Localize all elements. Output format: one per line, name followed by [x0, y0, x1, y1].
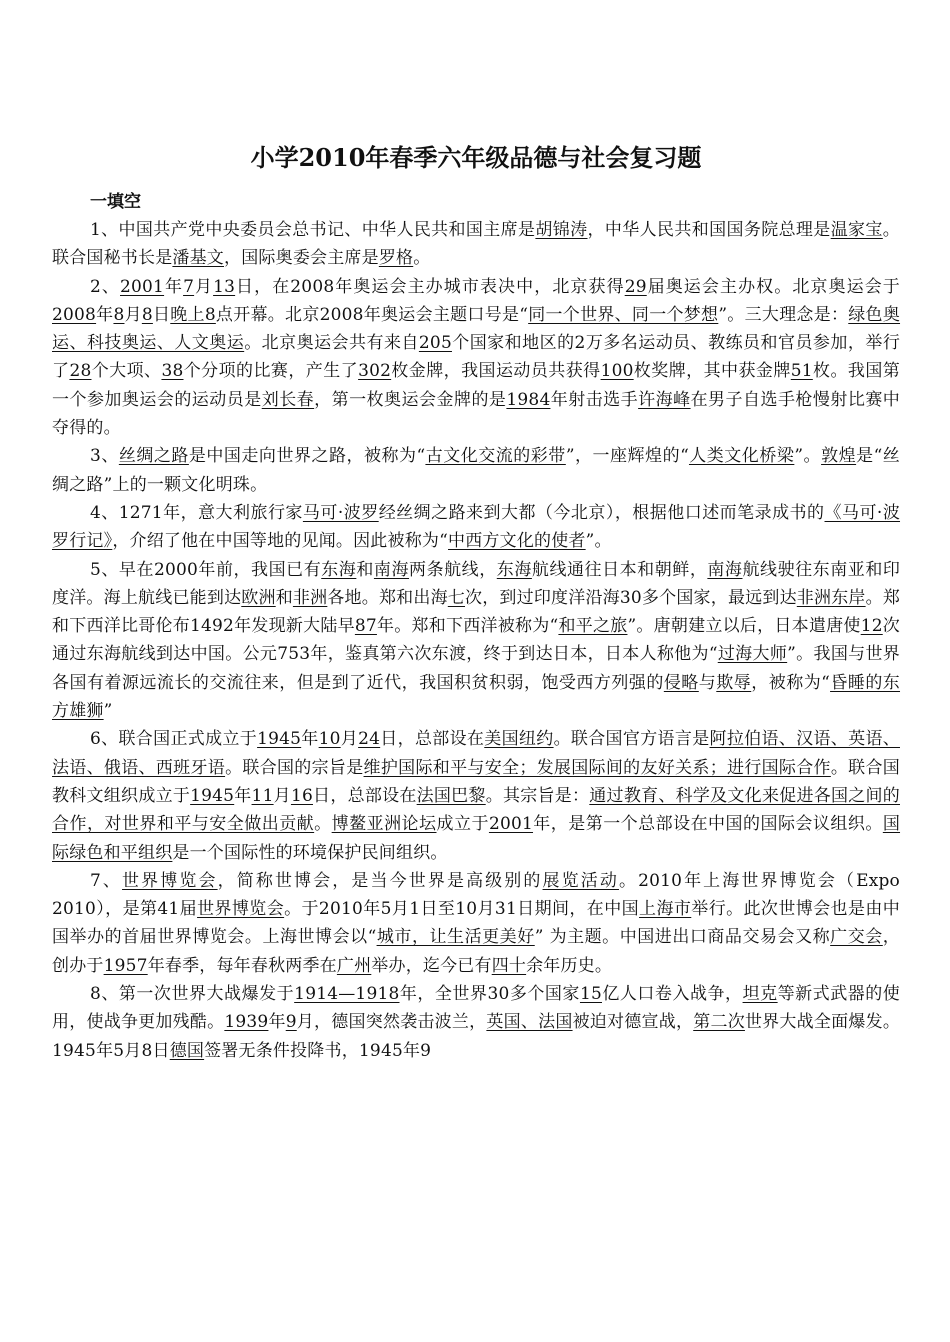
answer-text: 刘长春 — [261, 389, 315, 410]
question-text: 等新式武器的使用，使战争更加残酷。 — [52, 984, 900, 1033]
question-text: 年 — [164, 276, 184, 297]
question-text: 枚。我国第一个参加奥运会的运动员是 — [52, 361, 900, 410]
answer-text: 展览活动 — [542, 870, 619, 891]
question-text: ，被称为“ — [751, 672, 831, 693]
answer-text: 许海峰 — [638, 389, 691, 410]
answer-text: 205 — [418, 333, 452, 354]
question-paragraph — [52, 442, 900, 499]
answer-text: 英国、法国 — [486, 1012, 573, 1033]
answer-text: 昏睡的东方雄狮 — [52, 672, 901, 722]
question-text: ，创办于 — [52, 927, 900, 976]
question-text: 与 — [698, 672, 717, 693]
question-text: 个国家和地区的2万多名运动员、教练员和官员参加，举行了 — [52, 333, 901, 382]
answer-text: 南海 — [707, 559, 743, 580]
answer-text: 非洲 — [292, 587, 328, 608]
answer-text: 9 — [285, 1012, 297, 1033]
answer-text: 东海 — [321, 559, 357, 580]
answer-text: 广交会 — [830, 927, 883, 948]
question-text: 月 — [273, 785, 291, 806]
answer-text: 16 — [290, 785, 313, 806]
question-text: 年 — [234, 785, 252, 806]
question-text: 4、1271年，意大利旅行家 — [90, 502, 303, 523]
question-text: 签署无条件投降书，1945年9 — [204, 1040, 432, 1061]
answer-text: 绿色奥运、科技奥运、人文奥运 — [52, 304, 901, 354]
question-text: 。联合国教科文组织成立于 — [52, 757, 900, 806]
question-text: 3、 — [90, 446, 119, 467]
question-text: ”。三大理念是： — [718, 304, 849, 325]
answer-text: 38 — [161, 361, 184, 382]
answer-text: 2001 — [120, 276, 165, 297]
answer-text: 晚上8 — [170, 304, 216, 325]
question-text: 余年历史。 — [526, 955, 613, 976]
question-text: ”。 — [794, 446, 822, 467]
question-text: 是“丝绸之路”上的一颗文化明珠。 — [52, 446, 901, 495]
answer-text: 1957 — [103, 955, 148, 976]
question-text: 日，在2008年奥运会主办城市表决中，北京获得 — [235, 276, 625, 297]
question-text: ，第一枚奥运会金牌的是 — [314, 389, 507, 410]
question-text: 月，德国突然袭击波兰， — [296, 1012, 487, 1033]
answer-text: 过海大师 — [717, 644, 788, 665]
question-text: 世界大战全面爆发。1945年5月8日 — [52, 1012, 901, 1061]
answer-text: 通过教育、科学及文化来促进各国之间的合作，对世界和平与安全做出贡献 — [52, 785, 900, 835]
answer-text: 1945 — [257, 729, 302, 750]
question-text: 年 — [301, 729, 319, 750]
question-text: 年 — [96, 304, 114, 325]
answer-text: 同一个世界、同一个梦想 — [528, 304, 719, 325]
question-text: 是一个国际性的环境保护民间组织。 — [172, 842, 448, 863]
question-text: ”。我国与世界各国有着源远流长的交流往来，但是到了近代，我国积贫积弱，饱受西方列强的 — [52, 644, 900, 693]
question-text: 。北京奥运会共有来自 — [244, 333, 419, 354]
answer-text: 上海市 — [639, 899, 692, 920]
answer-text: 第二次 — [693, 1012, 745, 1033]
answer-text: 马可·波罗 — [302, 502, 379, 523]
question-text: 。联合国官方语言是 — [553, 729, 710, 750]
question-text: 两条航线， — [409, 559, 497, 580]
question-text: ” — [103, 701, 113, 722]
answer-text: 302 — [358, 361, 392, 382]
answer-text: 城市，让生活更美好 — [376, 927, 535, 948]
answer-text: 温家宝 — [830, 220, 883, 240]
answer-text: 1984 — [506, 389, 551, 410]
answer-text: 四十 — [491, 955, 527, 976]
question-text: 日 — [152, 304, 171, 325]
question-text: 个大项、 — [91, 361, 162, 382]
question-text: 亿人口卷入战争， — [602, 984, 743, 1005]
question-paragraph — [52, 725, 900, 866]
question-text: 。联合国秘书长是 — [52, 220, 900, 269]
answer-text: 丝绸之路 — [118, 446, 189, 467]
question-text: ”。 — [585, 531, 612, 552]
answer-text: 8 — [141, 304, 153, 325]
section-heading: 一填空 — [90, 192, 141, 212]
question-text: 年 — [268, 1012, 286, 1033]
answer-text: 中西方文化的使者 — [448, 531, 586, 552]
answer-text: 博鳌亚洲论坛 — [331, 814, 437, 835]
answer-text: 古文化交流的彩带 — [425, 446, 566, 467]
question-text: ，中华人民共和国国务院总理是 — [587, 220, 831, 240]
question-paragraph — [52, 273, 900, 443]
question-text: 举办，迄今已有 — [371, 955, 492, 976]
question-paragraph — [52, 980, 900, 1065]
answer-text: 侵略 — [663, 672, 699, 693]
answer-text: 7 — [183, 276, 195, 297]
question-text: ”。唐朝建立以后，日本遣唐使 — [627, 616, 861, 637]
question-text: ，介绍了他在中国等地的见闻。因此被称为“ — [112, 531, 449, 552]
answer-text: 87 — [354, 616, 377, 637]
answer-text: 1914—1918 — [294, 984, 400, 1005]
answer-text: 坦克 — [742, 984, 778, 1005]
answer-text: 100 — [600, 361, 634, 382]
question-text: 各地。郑和出海 — [327, 587, 448, 608]
answer-text: 15 — [579, 984, 602, 1005]
question-text: 在男子自选手枪慢射比赛中夺得的。 — [52, 389, 900, 439]
question-text: 枚金牌，我国运动员共获得 — [391, 361, 601, 382]
question-text: 。2010年上海世界博览会（Expo 2010），是第41届 — [52, 870, 900, 920]
question-text: 航线驶往东南亚和印度洋。海上航线已能到达 — [52, 559, 901, 608]
answer-text: 维护国际和平与安全；发展国际间的友好关系；进行国际合作 — [363, 757, 831, 778]
question-text: 6、联合国正式成立于 — [90, 729, 258, 750]
question-paragraph — [52, 556, 900, 726]
answer-text: 非洲东岸 — [796, 587, 866, 608]
question-text: 。联合国的宗旨是 — [225, 757, 364, 778]
question-text: 。 — [314, 814, 332, 835]
answer-text: 和平之旅 — [558, 616, 628, 637]
answer-text: 13 — [213, 276, 236, 297]
answer-text: 28 — [69, 361, 92, 382]
question-text: 月 — [124, 304, 142, 325]
answer-text: 10 — [318, 729, 341, 750]
answer-text: 七 — [447, 587, 466, 608]
question-text: ，国际奥委会主席是 — [224, 248, 379, 269]
question-text: 是中国走向世界之路，被称为“ — [188, 446, 426, 467]
question-text: 日，总部设在 — [312, 785, 417, 806]
answer-text: 8 — [113, 304, 125, 325]
answer-text: 2001 — [488, 814, 534, 835]
answer-text: 欧洲 — [241, 587, 276, 608]
question-text: 航线通往日本和朝鲜， — [531, 559, 708, 580]
question-text: 5、早在2000年前，我国已有 — [90, 559, 322, 580]
answer-text: 国际绿色和平组织 — [52, 814, 901, 863]
answer-text: 东海 — [496, 559, 532, 580]
question-paragraph — [52, 867, 900, 980]
answer-text: 法国巴黎 — [416, 785, 486, 806]
question-text: 年，全世界30多个国家 — [399, 984, 580, 1005]
question-text: 个分项的比赛，产生了 — [183, 361, 359, 382]
question-paragraph — [52, 216, 900, 273]
question-text: 次通过东海航线到达中国。公元753年，鉴真第六次东渡，终于到达日本，日本人称他为“ — [52, 616, 900, 665]
question-text: 枚奖牌，其中获金牌 — [633, 361, 791, 382]
question-text: 月 — [340, 729, 359, 750]
question-text: 日，总部设在 — [380, 729, 485, 750]
answer-text: 51 — [790, 361, 813, 382]
question-text: 经丝绸之路来到大都（今北京），根据他口述而笔录成书的 — [378, 502, 825, 523]
answer-text: 南海 — [373, 559, 410, 580]
answer-text: 罗格 — [378, 248, 414, 269]
question-text: 年。郑和下西洋被称为“ — [376, 616, 559, 637]
question-text: 8、第一次世界大战爆发于 — [90, 984, 295, 1005]
answer-text: 1945 — [190, 785, 235, 806]
document-title: 小学2010年春季六年级品德与社会复习题 — [250, 143, 702, 172]
answer-text: 11 — [251, 785, 274, 806]
question-text: ”，一座辉煌的“ — [565, 446, 689, 467]
answer-text: 美国纽约 — [484, 729, 554, 750]
answer-text: 1939 — [224, 1012, 269, 1033]
answer-text: 29 — [624, 276, 647, 297]
question-text: 成立于 — [436, 814, 489, 835]
question-text: 年射击选手 — [550, 389, 639, 410]
answer-text: 广州 — [336, 955, 372, 976]
answer-text: 12 — [860, 616, 883, 637]
question-paragraph — [52, 499, 900, 556]
question-text: 和 — [356, 559, 374, 580]
question-text: 7、 — [90, 870, 123, 891]
answer-text: 世界博览会 — [197, 899, 285, 920]
answer-text: 潘基文 — [172, 248, 225, 269]
question-text: 月 — [194, 276, 214, 297]
question-text: 。 — [413, 248, 431, 269]
question-text: ” 为主题。中国进出口商品交易会又称 — [534, 927, 831, 948]
answer-text: 阿拉伯语、汉语、英语、法语、俄语、西班牙语 — [52, 729, 900, 778]
question-text: 次，到过印度洋沿海30多个国家，最远到达 — [465, 587, 797, 608]
question-text: 举行。此次世博会也是由中国举办的首届世界博览会。上海世博会以“ — [52, 899, 900, 948]
paragraph-list — [52, 216, 900, 1065]
answer-text: 敦煌 — [821, 446, 857, 467]
question-text: 届奥运会主办权。北京奥运会于 — [646, 276, 900, 297]
answer-text: 《马可·波罗行记》 — [52, 502, 901, 552]
question-text: 和 — [275, 587, 293, 608]
answer-text: 胡锦涛 — [535, 220, 588, 240]
question-text: 。于2010年5月1日至10月31日期间，在中国 — [284, 899, 640, 920]
question-text: 1、中国共产党中央委员会总书记、中华人民共和国主席是 — [90, 220, 536, 240]
answer-text: 世界博览会 — [122, 870, 218, 891]
question-text: 年春季，每年春秋两季在 — [147, 955, 337, 976]
question-text: 2、 — [90, 276, 120, 297]
answer-text: 2008 — [52, 304, 97, 325]
question-text: 。其宗旨是： — [485, 785, 590, 806]
question-text: 年，是第一个总部设在中国的国际会议组织。 — [533, 814, 883, 835]
question-text: ，简称世博会，是当今世界是高级别的 — [217, 870, 543, 891]
answer-text: 德国 — [169, 1040, 205, 1061]
answer-text: 欺辱 — [716, 672, 752, 693]
document-page — [52, 140, 900, 1065]
answer-text: 24 — [358, 729, 381, 750]
question-text: 。郑和下西洋比哥伦布1492年发现新大陆早 — [52, 587, 901, 637]
question-text: 点开幕。北京2008年奥运会主题口号是“ — [215, 304, 529, 325]
question-text: 被迫对德宣战， — [572, 1012, 694, 1033]
answer-text: 人类文化桥梁 — [688, 446, 795, 467]
